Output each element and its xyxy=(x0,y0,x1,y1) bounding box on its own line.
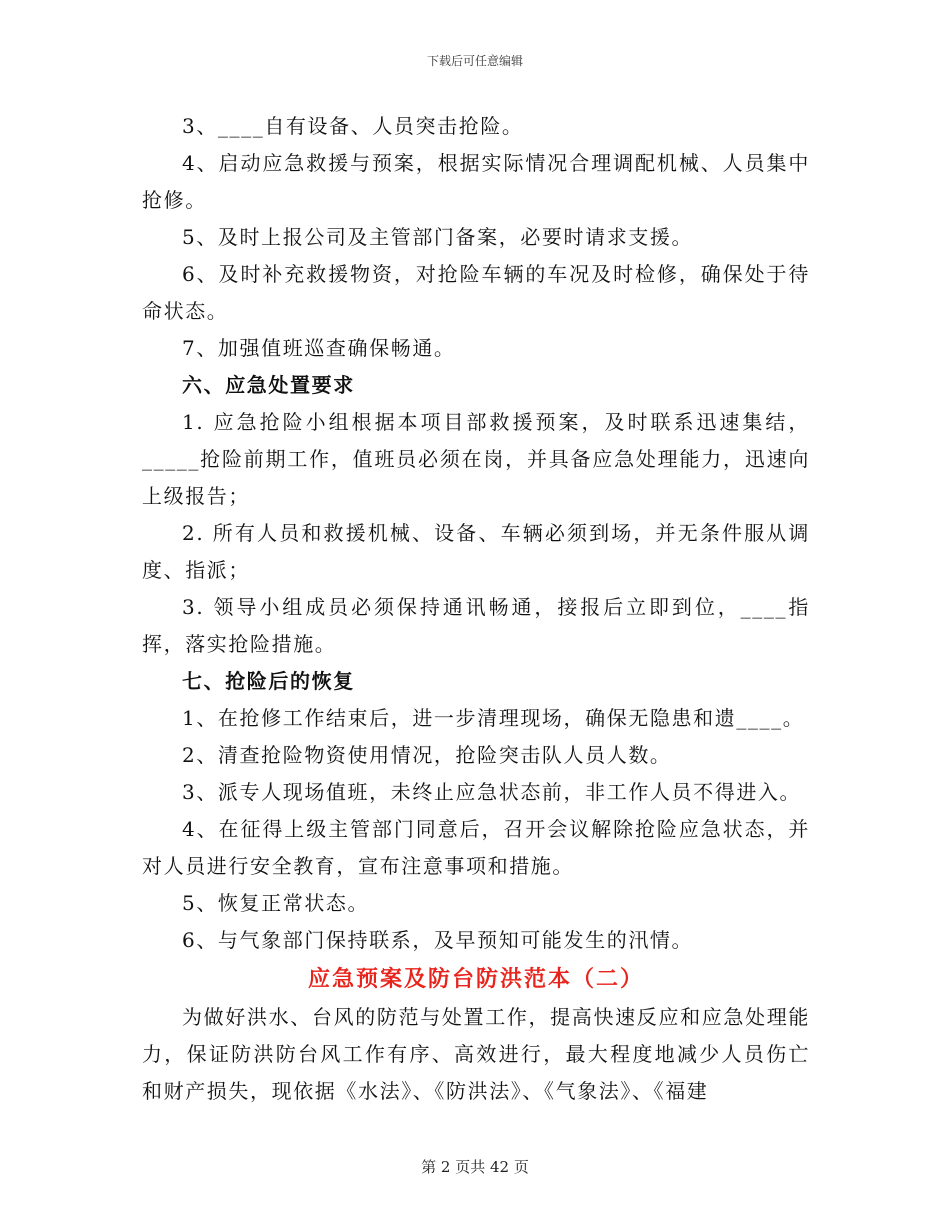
requirement-item-3: 3. 领导小组成员必须保持通讯畅通，接报后立即到位，____指挥，落实抢险措施。 xyxy=(142,595,810,656)
paragraph-item-3: 3、____自有设备、人员突击抢险。 xyxy=(182,114,524,138)
recovery-item-5: 5、恢复正常状态。 xyxy=(182,891,370,915)
paragraph-item-5: 5、及时上报公司及主管部门备案，必要时请求支援。 xyxy=(182,225,694,249)
requirement-item-1: 1. 应急抢险小组根据本项目部救援预案，及时联系迅速集结，_____抢险前期工作，值班员必须在岗，并具备应急处理能力，迅速向上级报告； xyxy=(142,410,810,508)
document-body xyxy=(142,108,810,1110)
document-title: 应急预案及防台防洪范本（二） xyxy=(307,966,644,992)
paragraph-item-7: 7、加强值班巡查确保畅通。 xyxy=(182,336,456,360)
page-footer: 第 2 页共 42 页 xyxy=(421,1158,529,1176)
paragraph-item-4: 4、启动应急救援与预案，根据实际情况合理调配机械、人员集中抢修。 xyxy=(142,151,810,212)
recovery-item-1: 1、在抢修工作结束后，进一步清理现场，确保无隐患和遗____。 xyxy=(182,706,805,730)
section-heading-6: 六、应急处置要求 xyxy=(182,373,355,397)
page-header: 下载后可任意编辑 xyxy=(426,54,523,68)
recovery-item-2: 2、清查抢险物资使用情况，抢险突击队人员人数。 xyxy=(182,743,672,767)
recovery-item-6: 6、与气象部门保持联系，及早预知可能发生的汛情。 xyxy=(182,928,694,952)
section-heading-7: 七、抢险后的恢复 xyxy=(182,669,355,693)
recovery-item-4: 4、在征得上级主管部门同意后，召开会议解除抢险应急状态，并对人员进行安全教育，宣布注意事项和措施。 xyxy=(142,817,810,878)
paragraph-item-6: 6、及时补充救援物资，对抢险车辆的车况及时检修，确保处于待命状态。 xyxy=(142,262,810,323)
intro-paragraph: 为做好洪水、台风的防范与处置工作，提高快速反应和应急处理能力，保证防洪防台风工作有序、高效进行，最大程度地减少人员伤亡和财产损失，现依据《水法》、《防洪法》、《气象法》、《福建 xyxy=(142,1005,810,1103)
requirement-item-2: 2. 所有人员和救援机械、设备、车辆必须到场，并无条件服从调度、指派； xyxy=(142,521,810,582)
recovery-item-3: 3、派专人现场值班，未终止应急状态前，非工作人员不得进入。 xyxy=(182,780,802,804)
